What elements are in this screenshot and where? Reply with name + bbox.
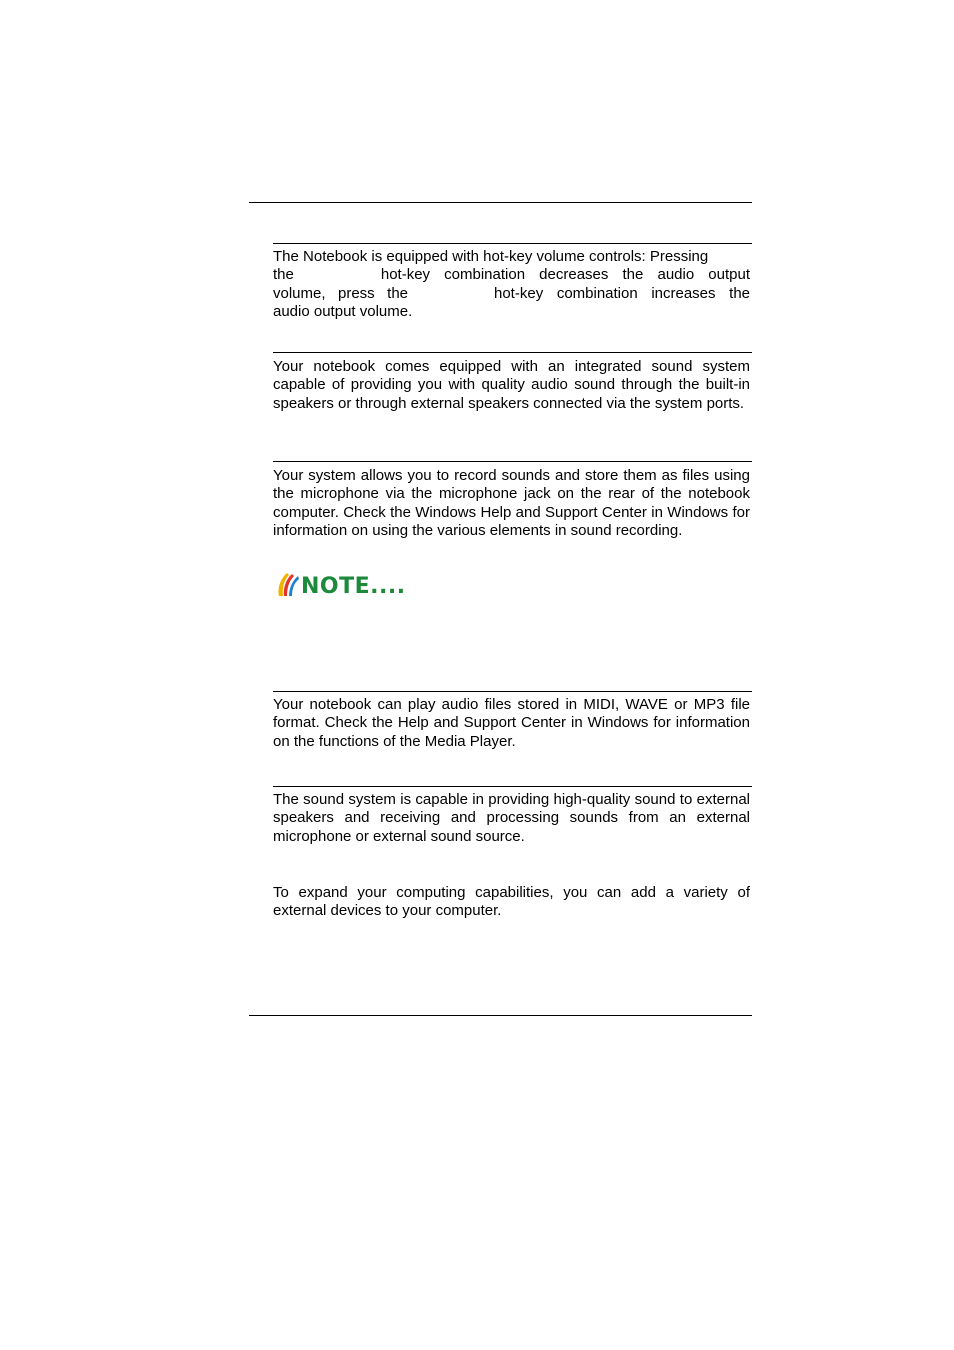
volume-line-2-start: the — [273, 266, 294, 284]
note-logo — [275, 570, 410, 600]
section-divider-volume — [273, 243, 752, 244]
volume-line-4: audio output volume. — [273, 303, 413, 321]
note-logo-text: NOTE.... — [301, 574, 406, 599]
volume-control-paragraph — [273, 248, 750, 322]
volume-line-3-end: hot-key combination increases the — [494, 284, 750, 302]
recording-paragraph: Your system allows you to record sounds and store them as files using the microphone via the microphone jack on the rear of the notebook computer. Check the Windows Help and Support Center in Windows for information on using the various elements in sound recording. — [273, 467, 750, 540]
section-divider-sound-system — [273, 352, 752, 353]
hotkey-decrease-placeholder — [294, 266, 381, 284]
section-divider-quality — [273, 786, 752, 787]
volume-line-2 — [273, 266, 750, 284]
volume-line-3-start: volume, press the — [273, 284, 408, 302]
volume-line-1 — [273, 248, 750, 266]
hotkey-increase-placeholder — [408, 285, 494, 303]
section-divider-playback — [273, 691, 752, 692]
playback-paragraph: Your notebook can play audio files stored in MIDI, WAVE or MP3 file format. Check the Help and Support Center in Windows for information on the functions of the Media Player. — [273, 696, 750, 750]
volume-line-3 — [273, 285, 750, 303]
sound-system-paragraph: Your notebook comes equipped with an integrated sound system capable of providing you with quality audio sound through the built-in speakers or through external speakers connected via the system ports. — [273, 358, 750, 412]
expand-paragraph: To expand your computing capabilities, you can add a variety of external devices to your computer. — [273, 884, 750, 920]
volume-line-1-text: The Notebook is equipped with hot-key volume controls: Pressing — [273, 248, 709, 265]
volume-line-2-end: hot-key combination decreases the audio output — [380, 266, 750, 284]
footer-rule — [249, 1015, 752, 1016]
sound-quality-paragraph: The sound system is capable in providing high-quality sound to external speakers and receiving and processing sounds from an external microphone or external sound source. — [273, 791, 750, 845]
section-divider-recording — [273, 461, 752, 462]
header-rule — [249, 202, 752, 203]
